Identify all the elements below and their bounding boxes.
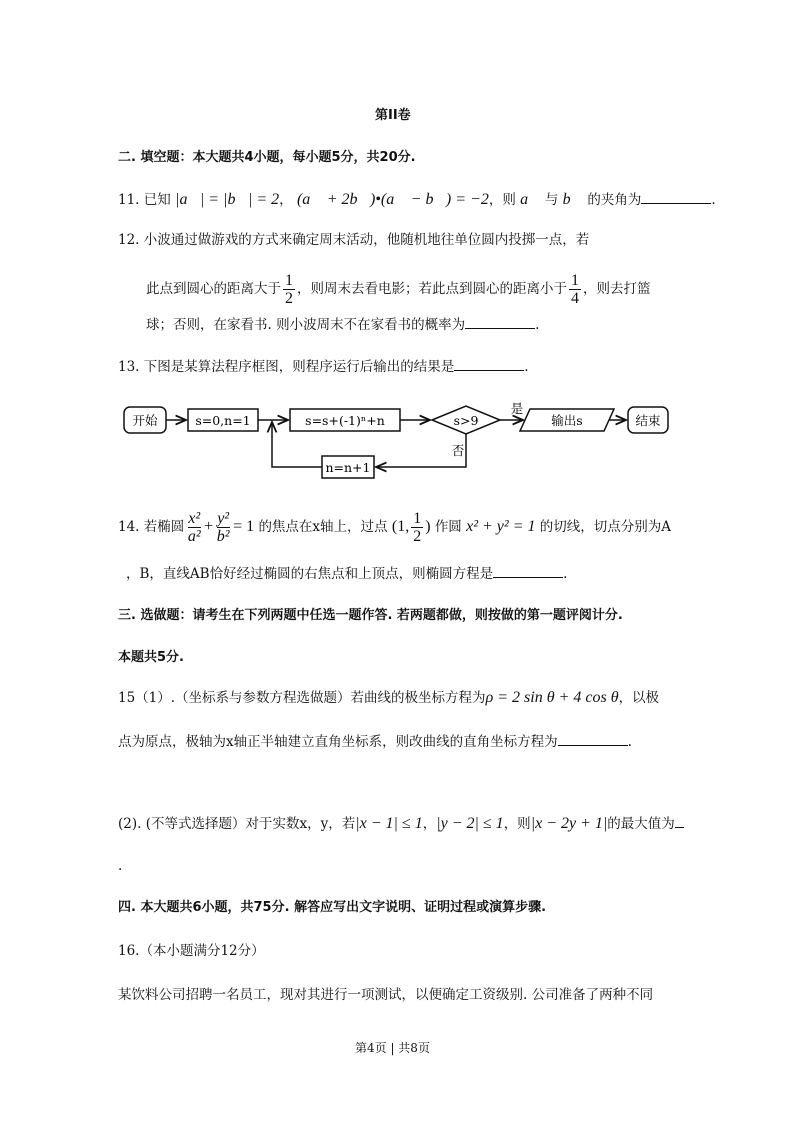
start-label: 开始 [132, 413, 158, 428]
answer-blank [493, 563, 563, 578]
expression: |x − 2y + 1| [530, 815, 608, 832]
num: x² [188, 510, 201, 527]
answer-blank [675, 813, 684, 828]
q12-text: 球；否则，在家看书. 则小波周末不在家看书的概率为 [146, 317, 466, 333]
q13-end: . [524, 359, 529, 375]
q15-text: 点为原点，极轴为x轴正半轴建立直角坐标系，则改曲线的直角坐标方程为 [118, 734, 558, 750]
q12-text-c: ，则去打篮 [583, 281, 651, 297]
den: 4 [571, 290, 579, 307]
section-2-heading: 二. 填空题：本大题共4小题，每小题5分，共20分. [118, 150, 416, 165]
q11-math-2: (a⃗ + 2b⃗)•(a⃗ − b⃗) = −2 [296, 191, 489, 208]
increment-label: n=n+1 [325, 460, 371, 475]
yes-label: 是 [510, 401, 524, 416]
q15-text-b: ，以极 [618, 690, 660, 706]
den: a² [187, 528, 201, 545]
question-15-2-end: . [118, 858, 123, 874]
question-14-line-1 [118, 510, 671, 545]
q11-mid: ，则 [488, 192, 516, 208]
page-footer: 第4页 | 共8页 [355, 1041, 430, 1055]
condition-label: s>9 [453, 413, 479, 428]
q11-prefix: 11. 已知 [118, 192, 171, 208]
fraction-y2-b2 [215, 510, 231, 545]
output-label: 输出s [551, 413, 583, 428]
q12-end: . [535, 317, 540, 333]
question-15-2 [118, 813, 684, 834]
q14-text-d: 的切线，切点分别为A [539, 519, 672, 535]
update-label: s=s+(-1)ⁿ+n [305, 413, 385, 428]
q14-text-b: 的焦点在x轴上，过点 [258, 519, 388, 535]
circle-equation: x² + y² = 1 [466, 518, 536, 535]
q13-text: 13. 下图是某算法程序框图，则程序运行后输出的结果是 [118, 359, 455, 375]
fraction-half [411, 510, 423, 545]
q11-vec-a: a⃗ [520, 191, 541, 208]
section-3-heading: 三. 选做题：请考生在下列两题中任选一题作答. 若两题都做，则按做的第一题评阅计分. [118, 608, 623, 623]
den: 2 [285, 290, 293, 307]
section-3-subheading: 本题共5分. [118, 650, 184, 665]
sep: ， [422, 816, 437, 832]
q15-text: 15（1）.（坐标系与参数方程选做题）若曲线的极坐标方程为 [118, 690, 486, 706]
q14-text-a: 14. 若椭圆 [118, 519, 185, 535]
q15-end: . [627, 734, 632, 750]
num: 1 [413, 510, 422, 527]
num: 1 [285, 272, 293, 289]
inequality-2: |y − 2| ≤ 1 [436, 815, 504, 832]
fraction-x2-a2 [186, 510, 202, 545]
init-label: s=0,n=1 [195, 413, 251, 428]
sep: ，则 [503, 816, 531, 832]
question-15-1-line-1 [118, 688, 659, 708]
q11-sep: ， [279, 192, 293, 208]
q12-text-a: 此点到圆心的距离大于 [146, 281, 281, 297]
q14-text-c: 作圆 [434, 519, 462, 535]
den: b² [216, 528, 230, 545]
q15b-text-b: 的最大值为 [607, 816, 675, 832]
num: y² [217, 510, 230, 527]
q11-math-1: |a⃗| = |b⃗| = 2 [175, 191, 280, 208]
end-label: 结束 [635, 413, 661, 428]
question-12-line-1: 12. 小波通过做游戏的方式来确定周末活动，他随机地往单位圆内投掷一点，若 [118, 232, 590, 248]
eq: = 1 [233, 518, 255, 535]
point-open: (1, [391, 518, 410, 535]
q12-text-b: ，则周末去看电影；若此点到圆心的距离小于 [297, 281, 567, 297]
q14-text: ，B，直线AB恰好经过椭圆的右焦点和上顶点，则椭圆方程是 [126, 566, 494, 582]
q11-vec-b: b⃗ [562, 191, 584, 208]
page-title: 第II卷 [375, 108, 411, 123]
q11-tail: 的夹角为 [583, 192, 642, 208]
question-16-heading: 16.（本小题满分12分） [118, 943, 265, 959]
question-15-1-line-2 [118, 731, 632, 752]
q14-end: . [563, 566, 568, 582]
q15b-text-a: (2). (不等式选择题）对于实数x，y，若 [118, 816, 356, 832]
num: 1 [571, 272, 579, 289]
section-4-heading: 四. 本大题共6小题，共75分. 解答应写出文字说明、证明过程或演算步骤. [118, 900, 547, 915]
answer-blank [558, 731, 628, 746]
polar-equation: ρ = 2 sin θ + 4 cos θ [485, 689, 619, 706]
point-close: ) [425, 518, 431, 535]
inequality-1: |x − 1| ≤ 1 [355, 815, 423, 832]
q11-yu: 与 [540, 192, 563, 208]
no-label: 否 [451, 443, 465, 458]
den: 2 [413, 528, 422, 545]
q11-end: . [711, 192, 716, 208]
plus: + [204, 518, 214, 535]
question-14-line-2 [126, 563, 567, 584]
question-16-body: 某饮料公司招聘一名员工，现对其进行一项测试，以便确定工资级别. 公司准备了两种不同 [118, 987, 654, 1003]
